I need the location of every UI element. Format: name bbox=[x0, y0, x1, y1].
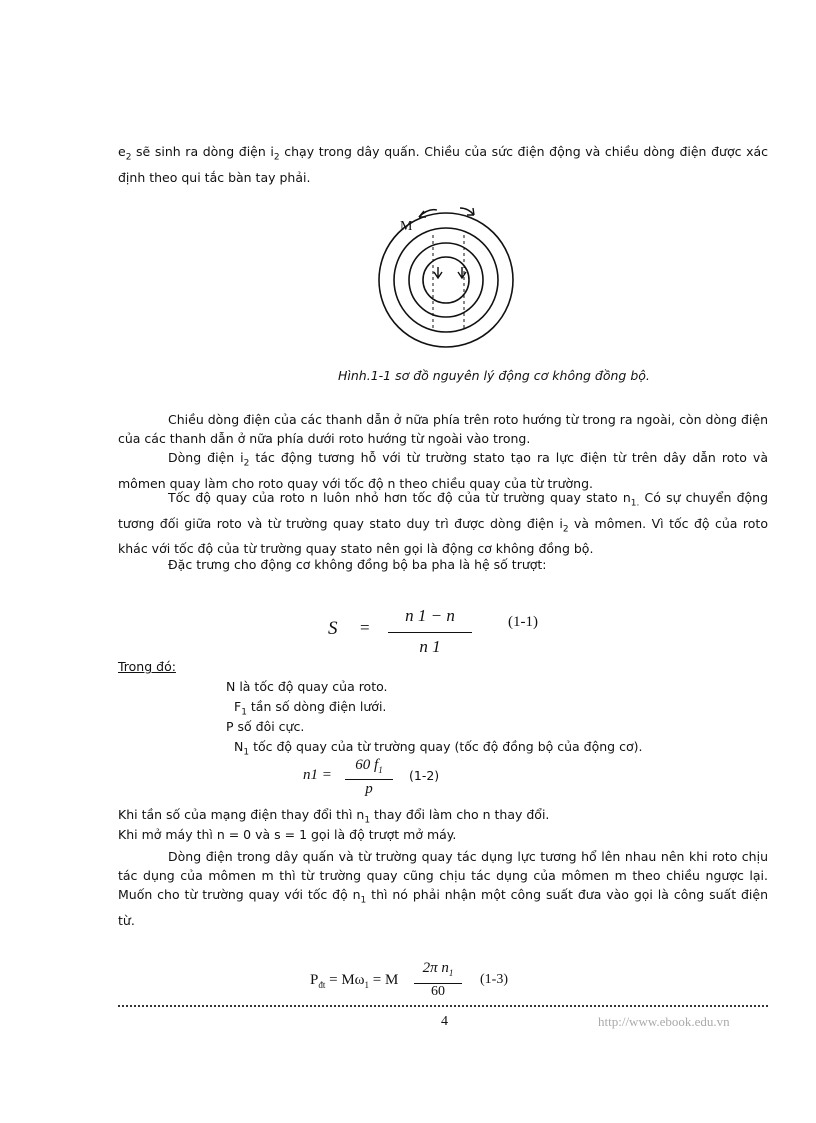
eq3-denominator: 60 bbox=[431, 984, 445, 999]
eq2-denominator: p bbox=[365, 781, 373, 797]
def-n: N là tốc độ quay của roto. bbox=[226, 679, 388, 694]
eq1-fraction-bar bbox=[388, 632, 472, 633]
eq1-numerator: n 1 − n bbox=[405, 606, 455, 625]
paragraph-speed: Tốc độ quay của roto n luôn nhỏ hơn tốc độ của từ trường quay stato $n_{1.}$ Có sự chuyển động tương đối giữa roto và từ trường quay stato duy trì được dòng điện $i_2$ và mômen. Vì tốc độ của roto khác với tốc độ của từ trường quay stato nên gọi là động cơ không đồng bộ. bbox=[118, 490, 769, 556]
rotor-outer-circle bbox=[409, 243, 483, 317]
paragraph-slip-intro: Đặc trưng cho động cơ không đồng bộ ba pha là hệ số trượt: bbox=[168, 557, 547, 572]
eq1-equals: = bbox=[360, 618, 370, 637]
eq1-lhs: S bbox=[328, 618, 338, 639]
eq2-fraction-bar bbox=[345, 779, 393, 780]
eq3-label: (1-3) bbox=[480, 972, 508, 987]
eq2-numerator: 60 $f_1$ bbox=[355, 757, 383, 775]
def-f1: $F_1$ tần số dòng điện lưới. bbox=[234, 699, 387, 718]
eq3-body: $P_{đt} = M\omega_1 = M$ bbox=[310, 972, 399, 990]
eq2-lhs: n1 = bbox=[303, 767, 332, 783]
paragraph-power: Dòng điện trong dây quấn và từ trường quay tác dụng lực tương hổ lên nhau nên khi roto chịu tác dụng của mômen m thì từ trường quay cũng chịu tác dụng của mômen m theo chiều ngược lại. Muốn cho từ trường quay với tốc độ $n_1$ thì nó phải nhận một công suất đưa vào gọi là công suất điện từ. bbox=[118, 849, 769, 928]
eq3-numerator: 2π $n_1$ bbox=[422, 960, 454, 978]
freq-line: Khi tần số của mạng điện thay đổi thì $n_1$ thay đổi làm cho n thay đổi. bbox=[118, 807, 550, 826]
arrow-down-icon bbox=[458, 267, 466, 278]
paragraph-force: Dòng điện $i_2$ tác động tương hỗ với từ trường stato tạo ra lực điện từ trên dây dẫn roto và mômen quay làm cho roto quay với tốc độ n theo chiều quay của từ trường. bbox=[118, 450, 768, 491]
eq1-denominator: n 1 bbox=[419, 637, 441, 656]
rotor-inner-circle bbox=[423, 257, 469, 303]
eq2-label: (1-2) bbox=[409, 768, 440, 783]
paragraph-direction: Chiều dòng điện của các thanh dẫn ở nữa phía trên roto hướng từ trong ra ngoài, còn dòng điện của các thanh dẫn ở nữa phía dưới roto hướng từ ngoài vào trong. bbox=[118, 412, 768, 446]
def-n1: $N_1$ tốc độ quay của từ trường quay (tốc độ đồng bộ của động cơ). bbox=[234, 739, 643, 758]
page-number: 4 bbox=[441, 1014, 448, 1029]
start-line: Khi mở máy thì n = 0 và s = 1 gọi là độ trượt mở máy. bbox=[118, 827, 457, 842]
footer-divider bbox=[118, 1005, 768, 1007]
paragraph-intro: $e_2$ sẽ sinh ra dòng điện $i_2$ chạy trong dây quấn. Chiều của sức điện động và chiều dòng điện được xác định theo qui tắc bàn tay phải. bbox=[118, 144, 769, 185]
figure-caption: Hình.1-1 sơ đồ nguyên lý động cơ không đồng bộ. bbox=[338, 368, 650, 383]
where-title: Trong đó: bbox=[118, 659, 176, 674]
def-p: P số đôi cực. bbox=[226, 719, 305, 734]
eq1-label: (1-1) bbox=[508, 614, 538, 630]
arrow-down-icon bbox=[434, 267, 442, 278]
moment-label: M bbox=[400, 219, 413, 234]
rotation-arrow-icon bbox=[460, 208, 474, 215]
footer-url[interactable]: http://www.ebook.edu.vn bbox=[598, 1014, 730, 1029]
motor-principle-diagram bbox=[376, 205, 516, 355]
